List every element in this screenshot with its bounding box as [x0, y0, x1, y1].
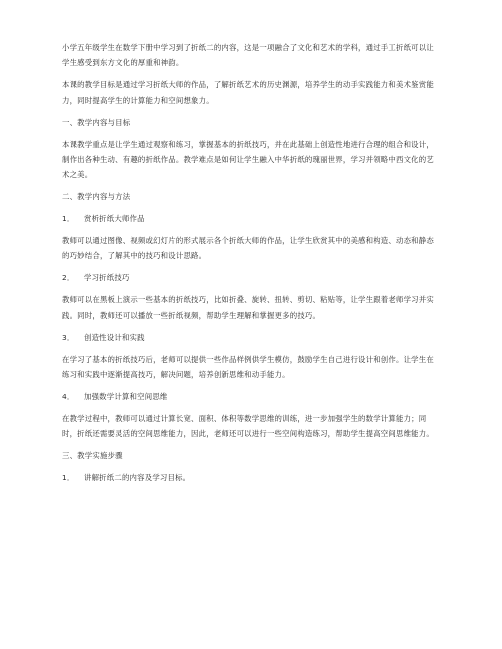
item-4-paragraph: 在教学过程中，教师可以通过计算长宽、面积、体积等数学思维的训练，进一步加强学生的数学计算能力；同时，折纸还需要灵活的空间思维能力，因此，老师还可以进行一些空间构造练习，帮助学生提高空间思维能力。 — [62, 413, 434, 439]
item-number: 2． — [62, 273, 75, 283]
section-3-heading: 三、教学实施步骤 — [62, 451, 123, 461]
step-text: 讲解折纸二的内容及学习目标。 — [84, 472, 191, 482]
item-title: 学习折纸技巧 — [84, 273, 130, 283]
section-1-heading: 一、教学内容与目标 — [62, 117, 131, 127]
document-page — [62, 40, 440, 485]
item-3-paragraph: 在学习了基本的折纸技巧后，老师可以提供一些作品样例供学生模仿，鼓励学生自己进行设计和创作。让学生在练习和实践中逐渐提高技巧，解决问题，培养创新思维和动手能力。 — [62, 354, 434, 379]
step-number: 1． — [62, 472, 75, 482]
item-number: 1． — [62, 214, 75, 224]
intro-paragraph-2: 本课的教学目标是通过学习折纸大师的作品，了解折纸艺术的历史渊源，培养学生的动手实践能力和美术鉴赏能力，同时提高学生的计算能力和空间想象力。 — [62, 80, 434, 105]
step-1 — [62, 470, 440, 485]
item-number: 3． — [62, 332, 75, 342]
item-2-paragraph: 教师可以在黑板上演示一些基本的折纸技巧，比如折叠、旋转、扭转、剪切、粘贴等，让学生跟着老师学习并实践。同时，教师还可以播放一些折纸视频，帮助学生理解和掌握更多的技巧。 — [62, 295, 434, 320]
section-2-heading: 二、教学内容与方法 — [62, 192, 131, 202]
intro-paragraph-1: 小学五年级学生在数学下册中学习到了折纸二的内容，这是一项融合了文化和艺术的学科，通过手工折纸可以让学生感受到东方文化的厚重和神韵。 — [62, 43, 434, 68]
item-title: 创造性设计和实践 — [84, 332, 145, 342]
item-4-title — [62, 389, 440, 404]
item-number: 4． — [62, 391, 75, 401]
section-1-paragraph: 本课教学重点是让学生通过观察和练习，掌握基本的折纸技巧，并在此基础上创造性地进行合理的组合和设计，制作出各种生动、有趣的折纸作品。教学难点是如何让学生融入中华折纸的瑰丽世界，学习并领略中西文化的艺术之美。 — [62, 139, 434, 180]
item-title: 赏析折纸大师作品 — [84, 214, 145, 224]
item-3-title — [62, 330, 440, 345]
item-2-title — [62, 270, 440, 285]
item-title: 加强数学计算和空间思维 — [84, 391, 168, 401]
item-1-paragraph: 教师可以通过图像、视频或幻灯片的形式展示各个折纸大师的作品，让学生欣赏其中的美感和构造、动态和静态的巧妙结合，了解其中的技巧和设计思路。 — [62, 236, 434, 261]
item-1-title — [62, 211, 440, 226]
